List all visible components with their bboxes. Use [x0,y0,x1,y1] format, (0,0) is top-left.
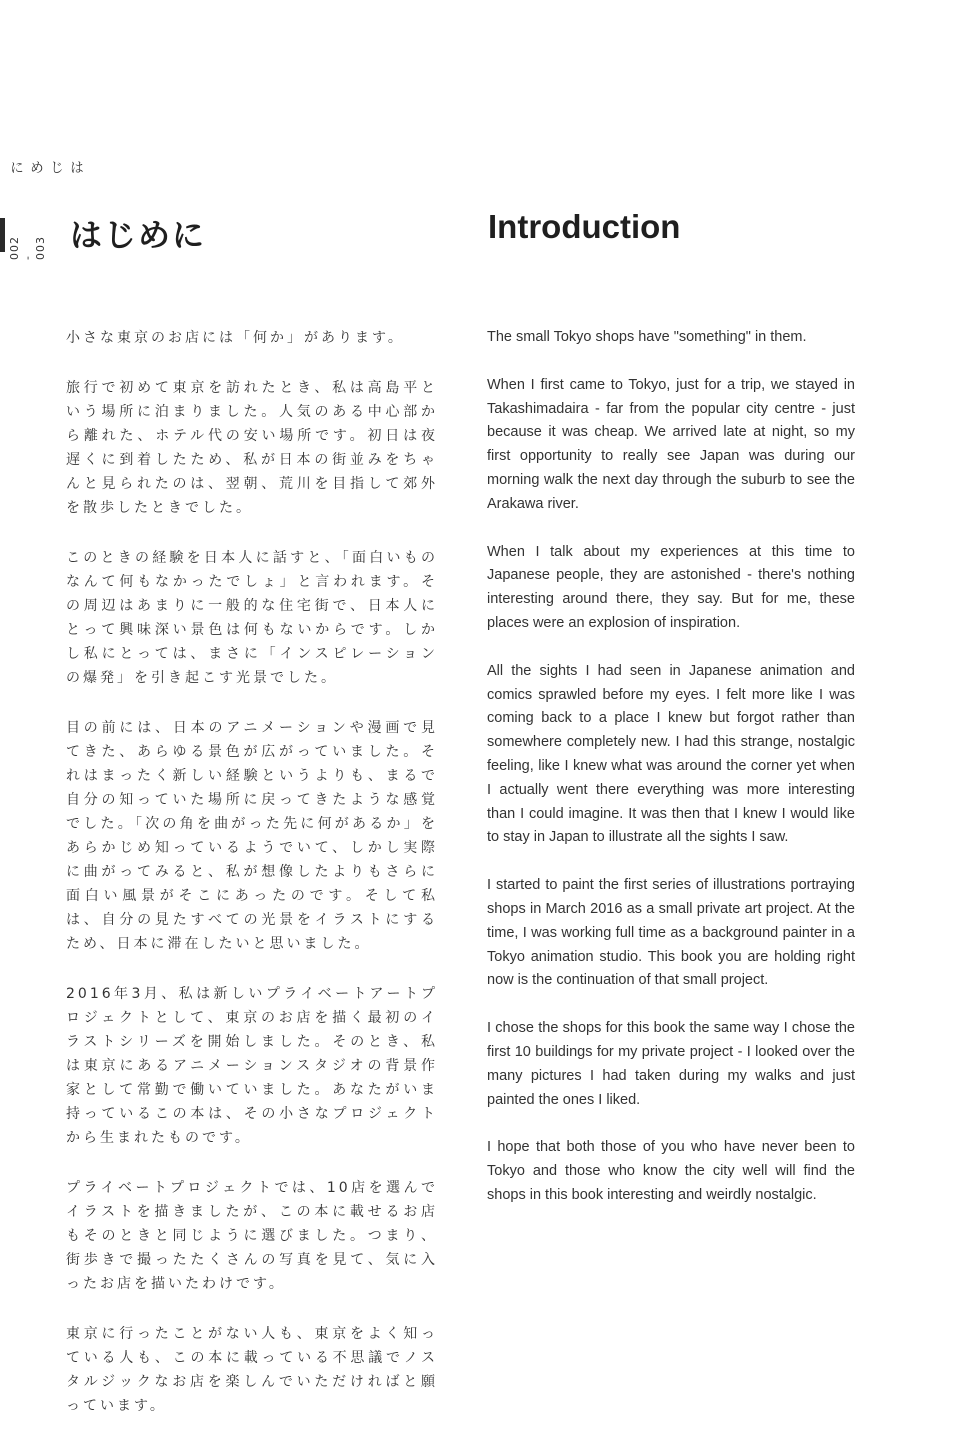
japanese-column [66,326,438,1444]
side-marker-bar [0,218,5,252]
paragraph-en: The small Tokyo shops have "something" in them. [487,329,807,345]
english-column [487,326,855,1232]
section-title-vertical: はじめに [8,160,84,176]
title-japanese: はじめに [70,216,207,254]
paragraph-ja: プライベートプロジェクトでは、10店を選んでイラストを描きましたが、この本に載せるお店もそのときと同じように選びました。つまり、街歩きで撮ったたくさんの写真を見て、気に入ったお店を描いたわけです。 [66,1180,438,1292]
paragraph-en: I chose the shops for this book the same way I chose the first 10 buildings for my private project - I looked over the many pictures I had taken during my walks and just painted the ones I liked. [487,1020,855,1108]
paragraph-ja: 東京に行ったことがない人も、東京をよく知っている人も、この本に載っている不思議でノスタルジックなお店を楽しんでいただければと願っています。 [66,1326,438,1414]
paragraph-ja: 目の前には、日本のアニメーションや漫画で見てきた、あらゆる景色が広がっていました。それはまったく新しい経験というよりも、まるで自分の知っていた場所に戻ってきたような感覚でした。「次の角を曲がった先に何があるか」をあらかじめ知っているようでいて、しかし実際に曲がってみると、私が想像したよりもさらに面白い風景がそこにあったのです。そして私は、自分の見たすべての光景をイラストにするため、日本に滞在したいと思いました。 [66,720,438,952]
paragraph-ja: 小さな東京のお店には「何か」があります。 [66,330,405,346]
paragraph-en: I hope that both those of you who have never been to Tokyo and those who know the city well will find the shops in this book interesting and weirdly nostalgic. [487,1139,855,1203]
title-english: Introduction [488,208,681,245]
paragraph-en: All the sights I had seen in Japanese animation and comics sprawled before my eyes. I felt more like I was coming back to a place I knew but forgot rather than somewhere completely new. I had this strange, nostalgic feeling, like I knew what was around the corner yet when I actually went there everything was more interesting than I could imagine. It was then that I knew I would like to stay in Japan to illustrate all the sights I saw. [487,662,855,846]
paragraph-en: When I talk about my experiences at this time to Japanese people, they are astonished - there's nothing interesting around there, they say. But for me, these places were an explosion of inspiration. [487,543,855,631]
paragraph-en: I started to paint the first series of illustrations portraying shops in March 2016 as a small private art project. At the time, I was working full time as a background painter in a Tokyo animation studio. This book you are holding right now is the continuation of that small project. [487,877,855,989]
paragraph-ja: 2016年3月、私は新しいプライベートアートプロジェクトとして、東京のお店を描く最初のイラストシリーズを開始しました。そのとき、私は東京にあるアニメーションスタジオの背景作家として常勤で働いていました。あなたがいま持っているこの本は、その小さなプロジェクトから生まれたものです。 [66,986,438,1146]
paragraph-ja: このときの経験を日本人に話すと、「面白いものなんて何もなかったでしょ」と言われます。その周辺はあまりに一般的な住宅街で、日本人にとって興味深い景色は何もないからです。しかし私にとっては、まさに「インスピレーションの爆発」を引き起こす光景でした。 [66,550,438,686]
paragraph-ja: 旅行で初めて東京を訪れたとき、私は高島平という場所に泊まりました。人気のある中心部から離れた、ホテル代の安い場所です。初日は夜遅くに到着したため、私が日本の街並みをちゃんと見られたのは、翌朝、荒川を目指して郊外を散歩したときでした。 [66,380,438,516]
paragraph-en: When I first came to Tokyo, just for a trip, we stayed in Takashimadaira - far from the popular city centre - just because it was cheap. We arrived late at night, so my first opportunity to really see Japan was during our morning walk the next day through the suburb to see the Arakawa river. [487,376,855,512]
page-range: 002 - 003 [8,236,47,260]
